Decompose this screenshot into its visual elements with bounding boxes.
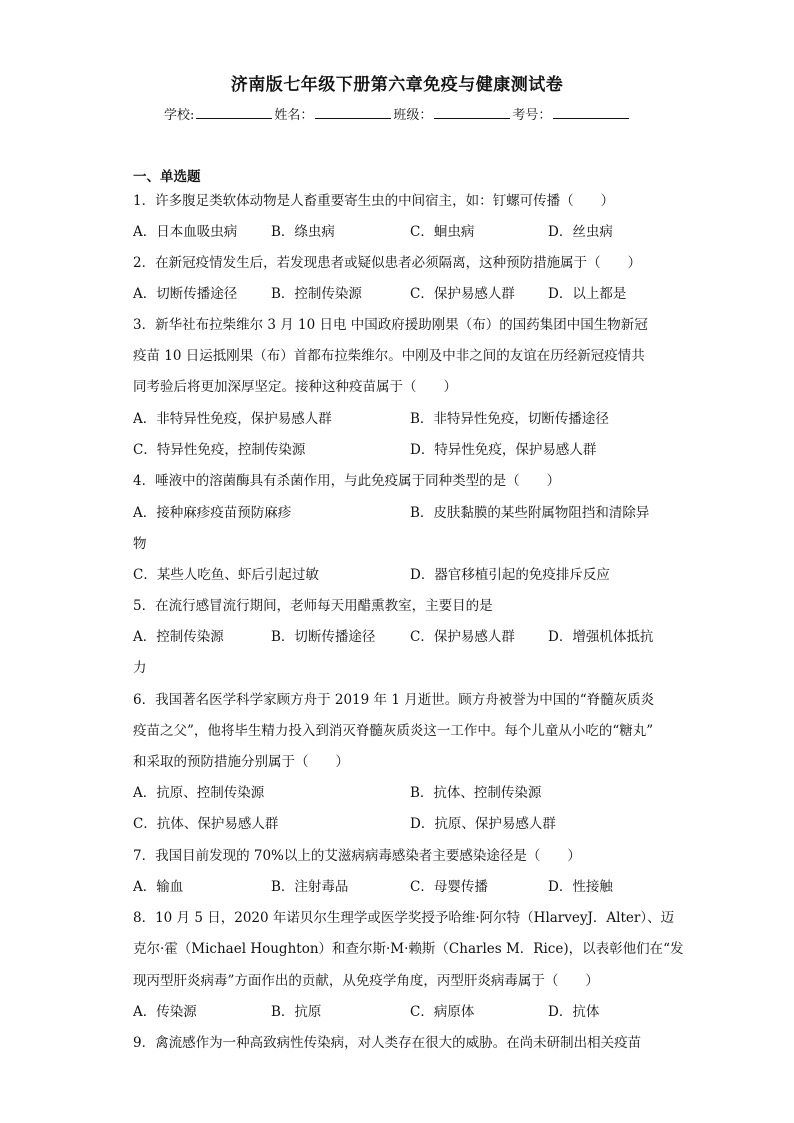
question-8-option-b[interactable]: B．抗原 (271, 1004, 322, 1020)
question-7-line-1: 7．我国目前发现的 70%以上的艾滋病病毒感染者主要感染途径是（ ） (133, 848, 581, 864)
name-label: 姓名： (274, 108, 314, 123)
question-2-line-1: 2．在新冠疫情发生后，若发现患者或疑似患者必须隔离，这种预防措施属于（ ） (133, 255, 642, 271)
exam-number-blank[interactable] (553, 106, 629, 119)
question-7-option-b[interactable]: B．注射毒品 (271, 879, 349, 895)
question-3-option-a[interactable]: A．非特异性免疫，保护易感人群 (133, 411, 332, 427)
question-6-option-a[interactable]: A．抗原、控制传染源 (133, 785, 265, 801)
question-6-option-d[interactable]: D．抗原、保护易感人群 (410, 816, 556, 832)
question-2-option-d[interactable]: D．以上都是 (548, 286, 627, 302)
question-1-line-1: 1．许多腹足类软体动物是人畜重要寄生虫的中间宿主，如：钉螺可传播（ ） (133, 193, 615, 209)
question-8-line-1: 8．10 月 5 日，2020 年诺贝尔生理学或医学奖授予哈维·阿尔特（HlarveyJ．Alter）、迈 (133, 910, 675, 926)
question-6-line-3: 和采取的预防措施分别属于（ ） (133, 754, 349, 770)
name-blank[interactable] (315, 106, 391, 119)
question-8-option-c[interactable]: C．病原体 (410, 1004, 475, 1020)
school-blank[interactable] (196, 106, 272, 119)
question-9-line-1: 9．禽流感作为一种高致病性传染病，对人类存在很大的威胁。在尚未研制出相关疫苗 (133, 1035, 642, 1051)
question-6-line-1: 6．我国著名医学科学家顾方舟于 2019 年 1 月逝世。顾方舟被誉为中国的“脊髓灰质炎 (133, 692, 655, 708)
question-5-option-d-wrap: 力 (133, 660, 147, 676)
question-6-line-2: 疫苗之父”，他将毕生精力投入到消灭脊髓灰质炎这一工作中。每个儿童从小吃的“糖丸” (133, 723, 654, 739)
school-label: 学校: (164, 108, 195, 123)
question-5-option-d[interactable]: D．增强机体抵抗 (548, 629, 654, 645)
question-2-option-c[interactable]: C．保护易感人群 (410, 286, 515, 302)
question-6-option-c[interactable]: C．抗体、保护易感人群 (133, 816, 279, 832)
question-3-line-1: 3．新华社布拉柴维尔 3 月 10 日电 中国政府援助刚果（布）的国药集团中国生物新冠 (133, 317, 648, 333)
question-7-option-c[interactable]: C．母婴传播 (410, 879, 488, 895)
student-info-row (164, 104, 631, 123)
question-3-line-2: 疫苗 10 日运抵刚果（布）首都布拉柴维尔。中刚及中非之间的友谊在历经新冠疫情共 (133, 348, 645, 364)
question-3-option-d[interactable]: D．特异性免疫，保护易感人群 (410, 442, 597, 458)
question-5-line-1: 5．在流行感冒流行期间，老师每天用醋熏教室，主要目的是 (133, 598, 493, 614)
question-8-option-d[interactable]: D．抗体 (548, 1004, 600, 1020)
question-2-option-a[interactable]: A．切断传播途径 (133, 286, 238, 302)
question-4-line-1: 4．唾液中的溶菌酶具有杀菌作用，与此免疫属于同种类型的是（ ） (133, 473, 561, 489)
question-8-line-3: 现丙型肝炎病毒”方面作出的贡献，从免疫学角度，丙型肝炎病毒属于（ ） (133, 973, 599, 989)
question-3-option-c[interactable]: C．特异性免疫，控制传染源 (133, 442, 306, 458)
question-4-option-d[interactable]: D．器官移植引起的免疫排斥反应 (410, 567, 610, 583)
question-3-line-3: 同考验后将更加深厚坚定。接种这种疫苗属于（ ） (133, 379, 457, 395)
page-title: 济南版七年级下册第六章免疫与健康测试卷 (230, 75, 564, 95)
question-3-option-b[interactable]: B．非特异性免疫，切断传播途径 (410, 411, 609, 427)
question-1-option-a[interactable]: A．日本血吸虫病 (133, 224, 238, 240)
question-6-option-b[interactable]: B．抗体、控制传染源 (410, 785, 542, 801)
question-5-option-c[interactable]: C．保护易感人群 (410, 629, 515, 645)
class-label: 班级： (393, 108, 433, 123)
question-1-option-c[interactable]: C．蛔虫病 (410, 224, 475, 240)
question-5-option-b[interactable]: B．切断传播途径 (271, 629, 376, 645)
question-1-option-b[interactable]: B．绦虫病 (271, 224, 335, 240)
question-1-option-d[interactable]: D．丝虫病 (548, 224, 613, 240)
question-5-option-a[interactable]: A．控制传染源 (133, 629, 224, 645)
question-8-line-2: 克尔·霍（Michael Houghton）和查尔斯·M·赖斯（Charles M．Rice)，以表彰他们在“发 (133, 941, 684, 957)
question-7-option-d[interactable]: D．性接触 (548, 879, 613, 895)
question-4-option-b[interactable]: B．皮肤黏膜的某些附属物阻挡和清除异 (410, 505, 650, 521)
class-blank[interactable] (434, 106, 510, 119)
exam-number-label: 考号： (512, 108, 552, 123)
question-2-option-b[interactable]: B．控制传染源 (271, 286, 362, 302)
question-4-option-c[interactable]: C．某些人吃鱼、虾后引起过敏 (133, 567, 319, 583)
question-4-option-a[interactable]: A．接种麻疹疫苗预防麻疹 (133, 505, 292, 521)
question-4-option-b-wrap: 物 (133, 536, 147, 552)
question-8-option-a[interactable]: A．传染源 (133, 1004, 197, 1020)
section-heading: 一、单选题 (133, 169, 201, 185)
question-7-option-a[interactable]: A．输血 (133, 879, 184, 895)
